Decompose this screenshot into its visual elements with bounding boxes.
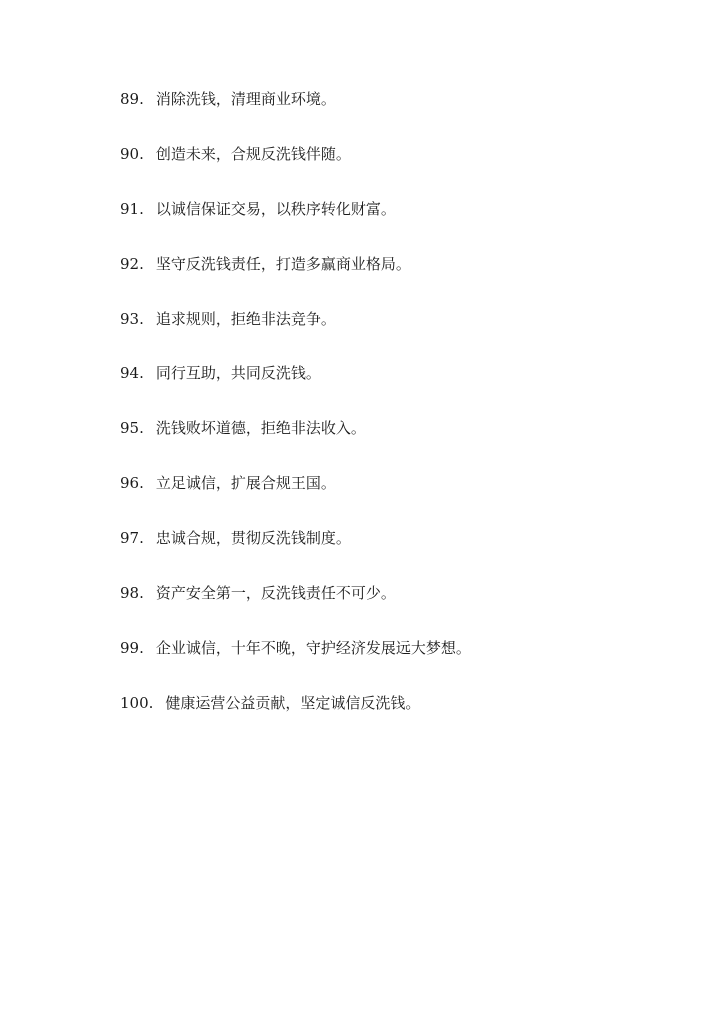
item-text: 企业诚信，十年不晚，守护经济发展远大梦想。 xyxy=(155,638,471,657)
item-text: 创造未来，合规反洗钱伴随。 xyxy=(155,144,351,163)
item-text: 健康运营公益贡献，坚定诚信反洗钱。 xyxy=(165,693,421,712)
item-text: 资产安全第一，反洗钱责任不可少。 xyxy=(155,584,396,603)
slogan-list xyxy=(120,86,471,745)
item-text: 坚守反洗钱责任，打造多赢商业格局。 xyxy=(155,254,411,273)
item-number: 94. xyxy=(120,364,144,383)
item-text: 忠诚合规，贯彻反洗钱制度。 xyxy=(155,529,351,548)
list-item xyxy=(120,141,471,196)
list-item xyxy=(120,306,471,361)
item-number: 92. xyxy=(120,254,144,273)
list-item xyxy=(120,415,471,470)
item-number: 93. xyxy=(120,309,144,328)
item-number: 89. xyxy=(120,90,144,108)
item-text: 以诚信保证交易，以秩序转化财富。 xyxy=(155,199,396,218)
item-text: 立足诚信，扩展合规王国。 xyxy=(155,474,336,493)
item-text: 同行互助，共同反洗钱。 xyxy=(155,364,321,383)
item-number: 97. xyxy=(120,529,144,548)
item-text: 追求规则，拒绝非法竞争。 xyxy=(155,309,336,328)
item-number: 95. xyxy=(120,419,144,438)
item-number: 99. xyxy=(120,638,144,657)
list-item xyxy=(120,470,471,525)
list-item xyxy=(120,86,471,141)
list-item xyxy=(120,251,471,306)
list-item xyxy=(120,196,471,251)
list-item xyxy=(120,690,471,745)
item-number: 91. xyxy=(120,199,144,218)
list-item xyxy=(120,580,471,635)
list-item xyxy=(120,635,471,690)
item-number: 100. xyxy=(120,693,154,712)
item-number: 96. xyxy=(120,474,144,493)
list-item xyxy=(120,360,471,415)
item-number: 90. xyxy=(120,144,144,163)
item-text: 洗钱败坏道德，拒绝非法收入。 xyxy=(155,419,366,438)
list-item xyxy=(120,525,471,580)
item-number: 98. xyxy=(120,584,144,603)
item-text: 消除洗钱，清理商业环境。 xyxy=(155,90,336,108)
